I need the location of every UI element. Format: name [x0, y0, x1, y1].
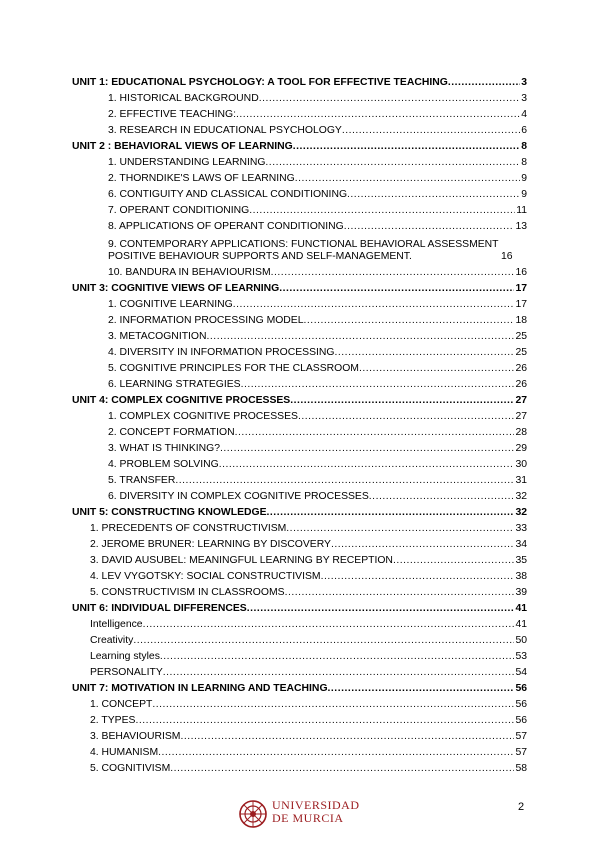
toc-entry-title: 4. DIVERSITY IN INFORMATION PROCESSING	[108, 347, 335, 358]
toc-page-number: 17	[515, 299, 527, 310]
toc-page-number: 50	[515, 635, 527, 646]
toc-dot-leader	[267, 507, 515, 519]
toc-page-number: 8	[521, 141, 527, 152]
toc-unit-entry[interactable]	[72, 391, 527, 407]
toc-entry[interactable]	[72, 519, 527, 535]
toc-page-number: 28	[515, 427, 527, 438]
toc-entry-title: 2. INFORMATION PROCESSING MODEL	[108, 315, 304, 326]
toc-entry-title: 1. HISTORICAL BACKGROUND	[108, 93, 259, 104]
toc-page-number: 17	[515, 283, 527, 294]
toc-page-number: 38	[515, 571, 527, 582]
toc-dot-leader	[207, 331, 515, 343]
toc-dot-leader	[359, 363, 514, 375]
toc-dot-leader	[448, 77, 520, 89]
toc-dot-leader	[259, 93, 521, 105]
toc-dot-leader	[163, 667, 515, 679]
toc-entry[interactable]	[72, 359, 527, 375]
toc-entry[interactable]	[72, 743, 527, 759]
logo-line2: DE MURCIA	[272, 811, 344, 825]
toc-entry-title: 6. DIVERSITY IN COMPLEX COGNITIVE PROCESSES	[108, 491, 369, 502]
toc-entry[interactable]	[72, 185, 527, 201]
toc-dot-leader	[133, 635, 514, 647]
toc-page-number: 4	[521, 109, 527, 120]
toc-unit-entry[interactable]	[72, 503, 527, 519]
toc-entry-title: 4. HUMANISM	[90, 747, 159, 758]
toc-entry-title: 4. PROBLEM SOLVING	[108, 459, 219, 470]
toc-page-number: 26	[515, 363, 527, 374]
toc-page-number: 30	[515, 459, 527, 470]
toc-page-number: 9	[521, 189, 527, 200]
toc-dot-leader	[344, 221, 515, 233]
toc-entry-title: 1. CONCEPT	[90, 699, 153, 710]
toc-page-number: 6	[521, 125, 527, 136]
toc-entry-title: 1. COGNITIVE LEARNING	[108, 299, 233, 310]
toc-page-number: 9	[521, 173, 527, 184]
toc-page-number: 41	[515, 603, 527, 614]
toc-entry[interactable]	[72, 647, 527, 663]
toc-dot-leader	[170, 763, 514, 775]
toc-entry[interactable]	[72, 535, 527, 551]
toc-entry[interactable]	[72, 153, 527, 169]
toc-page-number: 8	[521, 157, 527, 168]
toc-entry-title: UNIT 5: CONSTRUCTING KNOWLEDGE	[72, 507, 267, 518]
toc-entry[interactable]	[72, 631, 527, 647]
toc-entry[interactable]	[72, 663, 527, 679]
toc-entry[interactable]	[72, 455, 527, 471]
toc-entry[interactable]	[72, 105, 527, 121]
toc-dot-leader	[295, 173, 520, 185]
toc-page-number: 54	[515, 667, 527, 678]
toc-entry[interactable]	[72, 727, 527, 743]
toc-entry-title: UNIT 6: INDIVIDUAL DIFFERENCES	[72, 603, 247, 614]
toc-dot-leader	[175, 475, 514, 487]
toc-dot-leader	[290, 395, 514, 407]
toc-entry[interactable]	[72, 711, 527, 727]
toc-dot-leader	[298, 411, 514, 423]
toc-unit-entry[interactable]	[72, 679, 527, 695]
toc-entry-title: Intelligence	[90, 619, 143, 630]
toc-unit-entry[interactable]	[72, 137, 527, 153]
toc-page-number: 13	[515, 221, 527, 232]
toc-page-number: 29	[515, 443, 527, 454]
toc-entry-title: PERSONALITY	[90, 667, 163, 678]
toc-entry-title: 3. RESEARCH IN EDUCATIONAL PSYCHOLOGY	[108, 125, 342, 136]
toc-dot-leader	[335, 347, 515, 359]
toc-dot-leader	[247, 603, 515, 615]
toc-dot-leader	[219, 459, 515, 471]
toc-entry-title: UNIT 7: MOTIVATION IN LEARNING AND TEACHING	[72, 683, 328, 694]
toc-page-number: 32	[515, 507, 527, 518]
toc-page-number: 33	[515, 523, 527, 534]
toc-page-number: 41	[515, 619, 527, 630]
toc-entry-title: Creativity	[90, 635, 134, 646]
toc-dot-leader	[158, 747, 514, 759]
toc-page-number: 26	[515, 379, 527, 390]
toc-entry-title: UNIT 1: EDUCATIONAL PSYCHOLOGY: A TOOL FOR EFFECTIVE TEACHING	[72, 77, 448, 88]
toc-entry-title: 6. CONTIGUITY AND CLASSICAL CONDITIONING	[108, 189, 348, 200]
toc-entry[interactable]	[72, 375, 527, 391]
toc-dot-leader	[233, 299, 515, 311]
toc-entry[interactable]	[72, 759, 527, 775]
toc-entry[interactable]	[72, 89, 527, 105]
toc-page-number: 27	[515, 411, 527, 422]
toc-dot-leader	[265, 157, 520, 169]
toc-dot-leader	[236, 109, 520, 121]
toc-page-number: 16	[501, 251, 513, 262]
toc-page-number: 57	[515, 747, 527, 758]
toc-entry-title: 1. PRECEDENTS OF CONSTRUCTIVISM	[90, 523, 287, 534]
toc-entry-title: 3. BEHAVIOURISM	[90, 731, 181, 742]
toc-entry-title: 3. METACOGNITION	[108, 331, 207, 342]
toc-page-number: 18	[515, 315, 527, 326]
toc-page-number: 3	[521, 77, 527, 88]
toc-dot-leader	[369, 491, 515, 503]
toc-dot-leader	[293, 141, 521, 153]
toc-entry[interactable]	[72, 615, 527, 631]
toc-dot-leader	[331, 539, 514, 551]
university-seal-icon	[238, 799, 268, 829]
toc-entry[interactable]	[72, 169, 527, 185]
toc-entry[interactable]	[72, 121, 527, 137]
toc-page-number: 16	[515, 267, 527, 278]
toc-page-number: 34	[515, 539, 527, 550]
table-of-contents	[72, 73, 527, 775]
toc-entry[interactable]	[72, 583, 527, 599]
toc-dot-leader	[220, 443, 514, 455]
toc-entry[interactable]	[72, 423, 527, 439]
toc-page-number: 27	[515, 395, 527, 406]
toc-dot-leader	[321, 571, 515, 583]
toc-page-number: 56	[515, 699, 527, 710]
toc-dot-leader	[241, 379, 515, 391]
toc-entry[interactable]	[72, 311, 527, 327]
logo-line1: UNIVERSIDAD	[272, 798, 360, 812]
toc-entry-title: 2. JEROME BRUNER: LEARNING BY DISCOVERY	[90, 539, 331, 550]
toc-dot-leader	[160, 651, 515, 663]
toc-entry-title: UNIT 4: COMPLEX COGNITIVE PROCESSES	[72, 395, 291, 406]
toc-entry[interactable]	[72, 487, 527, 503]
toc-entry-title: 3. WHAT IS THINKING?	[108, 443, 221, 454]
toc-entry-title: 5. CONSTRUCTIVISM IN CLASSROOMS	[90, 587, 285, 598]
university-name	[272, 799, 360, 825]
toc-dot-leader	[342, 125, 520, 137]
toc-entry-title: 4. LEV VYGOTSKY: SOCIAL CONSTRUCTIVISM	[90, 571, 321, 582]
toc-page-number: 56	[515, 715, 527, 726]
toc-page-number: 56	[515, 683, 527, 694]
toc-dot-leader	[180, 731, 514, 743]
toc-entry[interactable]	[72, 695, 527, 711]
toc-dot-leader	[393, 555, 514, 567]
toc-unit-entry[interactable]	[72, 279, 527, 295]
toc-dot-leader	[249, 205, 515, 217]
university-logo	[238, 797, 368, 831]
toc-dot-leader	[135, 715, 514, 727]
toc-entry-title: 3. DAVID AUSUBEL: MEANINGFUL LEARNING BY RECEPTION	[90, 555, 393, 566]
toc-unit-entry[interactable]	[72, 599, 527, 615]
toc-page-number: 35	[515, 555, 527, 566]
toc-entry[interactable]	[72, 567, 527, 583]
toc-page-number: 31	[515, 475, 527, 486]
toc-page-number: 25	[515, 347, 527, 358]
toc-entry-title: UNIT 2 : BEHAVIORAL VIEWS OF LEARNING	[72, 141, 293, 152]
toc-entry-title: 5. COGNITIVISM	[90, 763, 171, 774]
toc-entry-title: 1. COMPLEX COGNITIVE PROCESSES	[108, 411, 298, 422]
toc-dot-leader	[304, 315, 515, 327]
toc-entry-title: 2. TYPES	[90, 715, 136, 726]
toc-entry-title: 5. COGNITIVE PRINCIPLES FOR THE CLASSROOM	[108, 363, 359, 374]
toc-entry-title: UNIT 3: COGNITIVE VIEWS OF LEARNING	[72, 283, 280, 294]
toc-entry-title: 6. LEARNING STRATEGIES	[108, 379, 241, 390]
toc-entry[interactable]	[72, 439, 527, 455]
toc-entry-title: 8. APPLICATIONS OF OPERANT CONDITIONING	[108, 221, 344, 232]
page-footer	[0, 797, 600, 837]
toc-entry-title: Learning styles	[90, 651, 160, 662]
toc-entry-title: 2. EFFECTIVE TEACHING:	[108, 109, 236, 120]
toc-entry-title: 10. BANDURA IN BEHAVIOURISM	[108, 267, 271, 278]
toc-entry[interactable]	[72, 551, 527, 567]
toc-page-number: 25	[515, 331, 527, 342]
toc-page-number: 53	[515, 651, 527, 662]
toc-dot-leader	[271, 267, 515, 279]
toc-dot-leader	[152, 699, 514, 711]
toc-entry-title: 1. UNDERSTANDING LEARNING	[108, 157, 266, 168]
toc-entry[interactable]	[72, 327, 527, 343]
toc-unit-entry[interactable]	[72, 73, 527, 89]
toc-page-number: 3	[521, 93, 527, 104]
toc-page-number: 32	[515, 491, 527, 502]
toc-page-number: 39	[515, 587, 527, 598]
toc-entry[interactable]	[72, 295, 527, 311]
toc-dot-leader	[286, 523, 514, 535]
toc-dot-leader	[279, 283, 514, 295]
toc-dot-leader	[285, 587, 515, 599]
toc-entry-title: 9. CONTEMPORARY APPLICATIONS: FUNCTIONAL BEHAVIORAL ASSESSMENT POSITIVE BEHAVIOUR SUPPORTS AND SELF-MANAGEMENT.	[108, 239, 499, 262]
toc-entry-title: 2. THORNDIKE'S LAWS OF LEARNING	[108, 173, 295, 184]
toc-dot-leader	[143, 619, 515, 631]
toc-entry[interactable]	[72, 217, 527, 233]
toc-entry[interactable]	[72, 471, 527, 487]
toc-dot-leader	[235, 427, 515, 439]
toc-entry[interactable]	[72, 407, 527, 423]
toc-page-number: 57	[515, 731, 527, 742]
toc-entry[interactable]	[72, 343, 527, 359]
page-number: 2	[518, 801, 525, 813]
toc-entry-title: 2. CONCEPT FORMATION	[108, 427, 235, 438]
toc-entry-title: 7. OPERANT CONDITIONING	[108, 205, 250, 216]
toc-page-number: 58	[515, 763, 527, 774]
toc-entry-title: 5. TRANSFER	[108, 475, 176, 486]
toc-page-number: 11	[516, 205, 527, 216]
toc-entry[interactable]	[72, 201, 527, 217]
toc-dot-leader	[347, 189, 520, 201]
toc-entry[interactable]	[72, 233, 527, 263]
toc-dot-leader	[328, 683, 515, 695]
toc-entry[interactable]	[72, 263, 527, 279]
